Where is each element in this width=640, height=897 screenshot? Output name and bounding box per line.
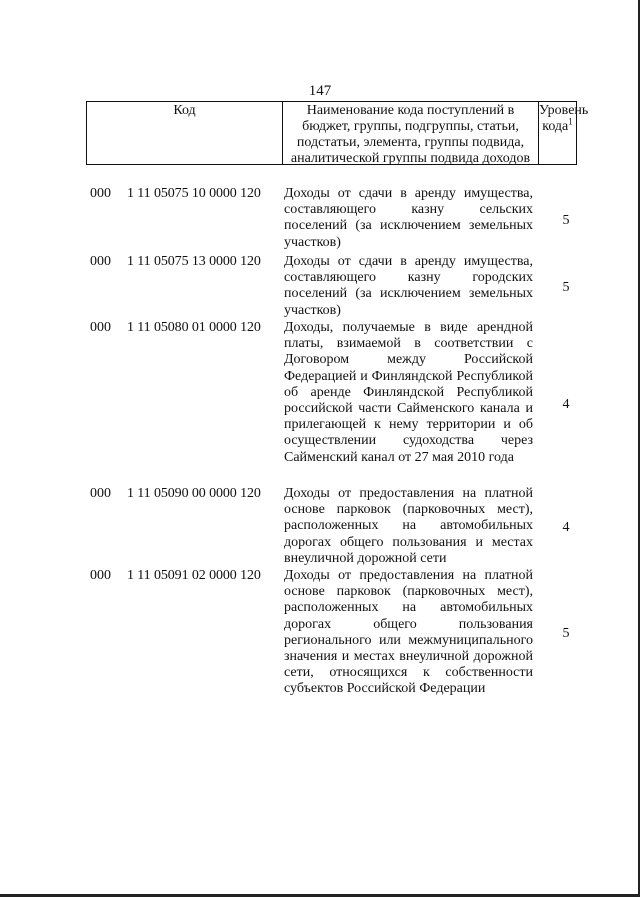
row-code: 1 11 05091 02 0000 120 [127, 568, 261, 583]
row-prefix: 000 [90, 254, 111, 269]
row-level: 4 [562, 520, 570, 535]
table-row [86, 254, 577, 318]
row-code: 1 11 05075 13 0000 120 [127, 254, 261, 269]
header-level-line2: кода [542, 119, 569, 134]
table-header [86, 101, 589, 166]
table-row [86, 320, 577, 482]
row-prefix: 000 [90, 320, 111, 335]
header-name: Наименование кода поступлений в бюджет, группы, подгруппы, статьи, подстатьи, элемента, группы подвида, аналитической группы подвида доходов [283, 102, 539, 164]
row-name: Доходы, получаемые в виде арендной платы, взимаемой в соответствии с Договором между Российской Федерацией и Финляндской Республикой об аренде Финляндской Республикой российской части Сайменского канала и прилегающей к нему территории и об осуществлении судоходства через Сайменский канал от 27 мая 2010 года [284, 320, 533, 465]
table-row [86, 486, 577, 568]
row-code: 1 11 05080 01 0000 120 [127, 320, 261, 335]
row-prefix: 000 [90, 486, 111, 501]
row-prefix: 000 [90, 568, 111, 583]
row-level: 5 [562, 213, 570, 228]
table-row [86, 186, 577, 250]
table-row [86, 568, 577, 700]
row-name: Доходы от предоставления на платной основе парковок (парковочных мест), расположенных на автомобильных дорогах общего пользования регионального или межмуниципального значения и местах внеуличной дорожной сети, относящихся к собственности субъектов Российской Федерации [284, 568, 533, 697]
row-code: 1 11 05075 10 0000 120 [127, 186, 261, 201]
header-level [539, 102, 589, 164]
row-code: 1 11 05090 00 0000 120 [127, 486, 261, 501]
row-level: 5 [562, 280, 570, 295]
header-level-footnote: 1 [568, 116, 573, 127]
row-prefix: 000 [90, 186, 111, 201]
row-name: Доходы от сдачи в аренду имущества, составляющего казну сельских поселений (за исключением земельных участков) [284, 186, 533, 250]
row-level: 4 [562, 397, 570, 412]
row-name: Доходы от сдачи в аренду имущества, составляющего казну городских поселений (за исключением земельных участков) [284, 254, 533, 318]
row-name: Доходы от предоставления на платной основе парковок (парковочных мест), расположенных на автомобильных дорогах общего пользования и местах внеуличной дорожной сети [284, 486, 533, 566]
row-level: 5 [562, 626, 570, 641]
header-code: Код [87, 102, 283, 164]
page-number: 147 [308, 83, 332, 99]
header-level-line1: Уровень [539, 103, 589, 118]
